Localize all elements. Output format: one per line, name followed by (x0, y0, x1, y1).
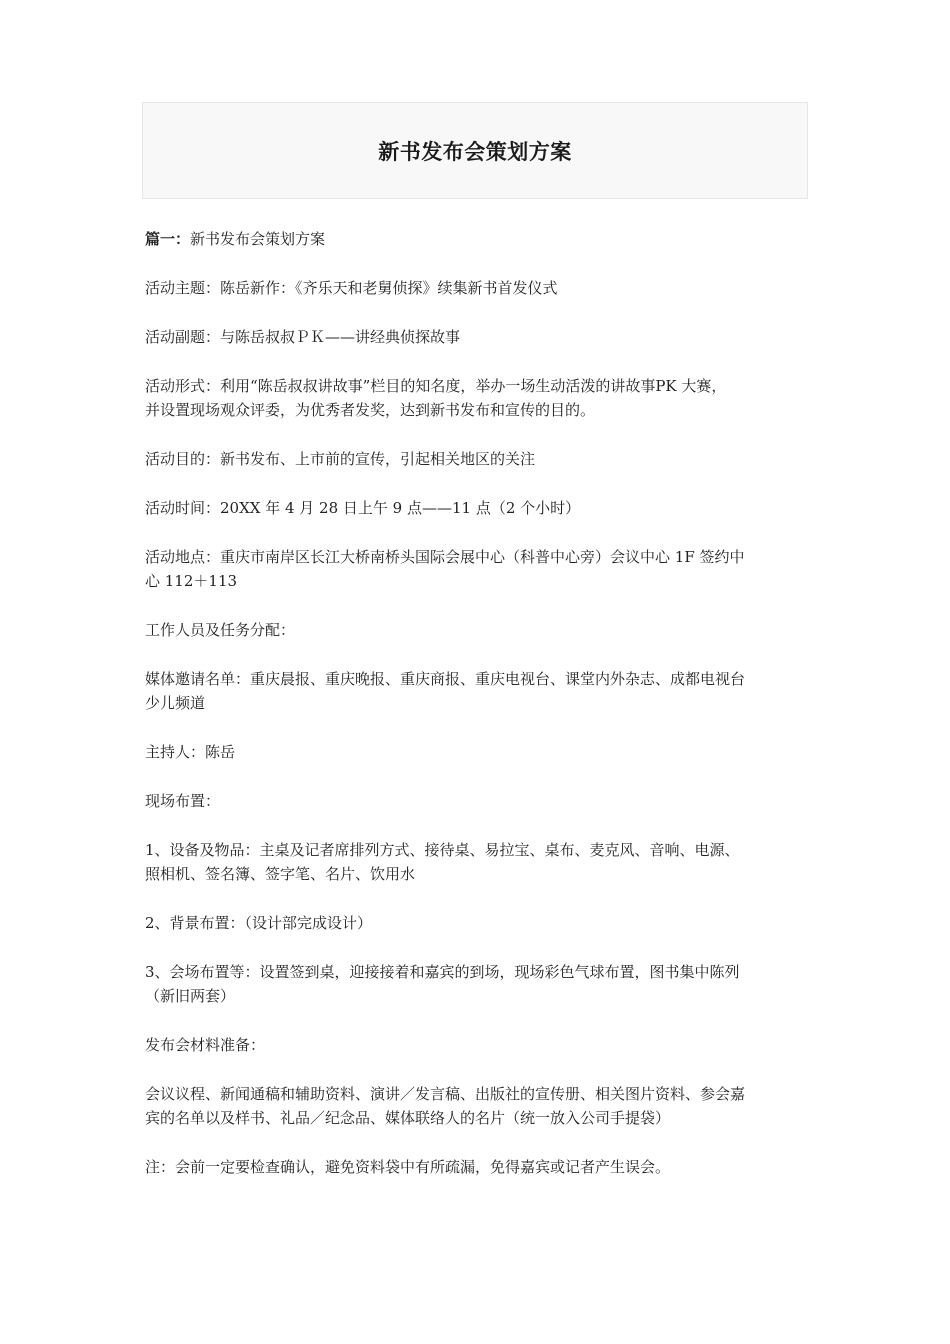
paragraph-line: 并设置现场观众评委，为优秀者发奖，达到新书发布和宣传的目的。 (145, 401, 596, 419)
paragraph-gap (145, 642, 821, 667)
paragraph (145, 325, 821, 349)
paragraph-line: 活动形式：利用“陈岳叔叔讲故事”栏目的知名度，举办一场生动活泼的讲故事PK 大赛， (145, 377, 727, 395)
paragraph-gap (145, 422, 821, 447)
paragraph-gap (145, 935, 821, 960)
paragraph (145, 545, 821, 593)
paragraph-line: 活动主题：陈岳新作：《齐乐天和老舅侦探》续集新书首发仪式 (145, 279, 558, 297)
paragraph-line: 媒体邀请名单：重庆晨报、重庆晚报、重庆商报、重庆电视台、课堂内外杂志、成都电视台 (145, 670, 746, 688)
paragraph (145, 374, 821, 422)
paragraph (145, 960, 821, 1008)
paragraph-gap (145, 764, 821, 789)
section-heading (145, 227, 821, 251)
paragraph (145, 618, 821, 642)
paragraph-line: 3、会场布置等：设置签到桌，迎接接着和嘉宾的到场，现场彩色气球布置，图书集中陈列 (145, 963, 740, 981)
paragraph-gap (145, 471, 821, 496)
paragraph (145, 667, 821, 715)
document-body (145, 227, 821, 1179)
document-title: 新书发布会策划方案 (378, 139, 572, 164)
paragraph-line: 少儿频道 (145, 694, 206, 712)
paragraph-line: 照相机、签名簿、签字笔、名片、饮用水 (145, 865, 416, 883)
paragraph (145, 1155, 821, 1179)
paragraph (145, 276, 821, 300)
paragraph-line: 工作人员及任务分配： (145, 621, 296, 639)
paragraph-list (145, 251, 821, 1179)
paragraph-line: 活动目的：新书发布、上市前的宣传，引起相关地区的关注 (145, 450, 536, 468)
paragraph-line: 2、背景布置：（设计部完成设计） (145, 914, 373, 932)
paragraph-line: 主持人：陈岳 (145, 743, 236, 761)
paragraph-line: 宾的名单以及样书、礼品／纪念品、媒体联络人的名片（统一放入公司手提袋） (145, 1109, 671, 1127)
title-banner (142, 102, 808, 199)
section-title: 新书发布会策划方案 (190, 230, 326, 248)
paragraph-line: 会议议程、新闻通稿和辅助资料、演讲／发言稿、出版社的宣传册、相关图片资料、参会嘉 (145, 1085, 746, 1103)
paragraph-line: 注：会前一定要检查确认，避免资料袋中有所疏漏，免得嘉宾或记者产生误会。 (145, 1158, 671, 1176)
paragraph-gap (145, 1057, 821, 1082)
paragraph-line: 活动地点：重庆市南岸区长江大桥南桥头国际会展中心（科普中心旁）会议中心 1F 签约中 (145, 548, 745, 566)
paragraph (145, 911, 821, 935)
paragraph-gap (145, 715, 821, 740)
paragraph-gap (145, 886, 821, 911)
paragraph-gap (145, 349, 821, 374)
paragraph-line: 活动时间：20XX 年 4 月 28 日上午 9 点——11 点（2 个小时） (145, 499, 581, 517)
paragraph-gap (145, 1130, 821, 1155)
paragraph-line: 现场布置： (145, 792, 221, 810)
paragraph-gap (145, 520, 821, 545)
paragraph (145, 1033, 821, 1057)
paragraph-line: 心 112＋113 (145, 572, 238, 590)
paragraph (145, 789, 821, 813)
paragraph-gap (145, 251, 821, 276)
paragraph (145, 447, 821, 471)
paragraph (145, 838, 821, 886)
paragraph (145, 740, 821, 764)
paragraph-line: （新旧两套） (145, 987, 236, 1005)
section-label: 篇一： (145, 230, 191, 248)
paragraph-gap (145, 1008, 821, 1033)
paragraph (145, 1082, 821, 1130)
paragraph-gap (145, 300, 821, 325)
paragraph-gap (145, 813, 821, 838)
paragraph-gap (145, 593, 821, 618)
paragraph-line: 1、设备及物品：主桌及记者席排列方式、接待桌、易拉宝、桌布、麦克风、音响、电源、 (145, 841, 740, 859)
paragraph (145, 496, 821, 520)
paragraph-line: 活动副题：与陈岳叔叔ＰＫ——讲经典侦探故事 (145, 328, 461, 346)
paragraph-line: 发布会材料准备： (145, 1036, 266, 1054)
